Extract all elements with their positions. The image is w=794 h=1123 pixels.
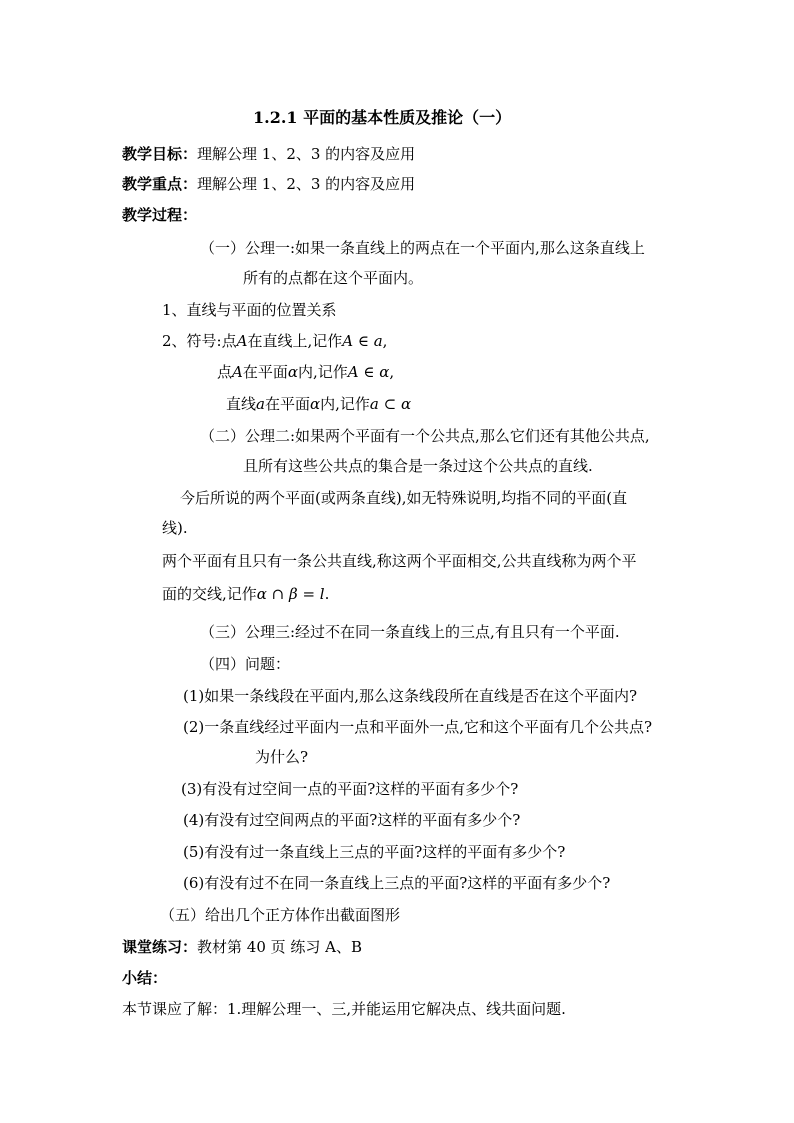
objective-label: 教学目标： — [122, 145, 198, 163]
item2-line2-mid2: 内,记作 — [298, 363, 348, 381]
item2-line3-prefix: 直线 — [226, 395, 257, 413]
summary-label: 小结： — [122, 969, 168, 987]
axiom1-line1: （一）公理一:如果一条直线上的两点在一个平面内,那么这条直线上 — [200, 239, 645, 257]
question-3: (3)有没有过空间一点的平面?这样的平面有多少个? — [181, 780, 519, 798]
summary-text: 本节课应了解：1.理解公理一、三,并能运用它解决点、线共面问题. — [122, 1000, 566, 1018]
objective-text: 理解公理 1、2、3 的内容及应用 — [197, 145, 416, 163]
item2-line2 — [217, 362, 394, 382]
practice-text: 教材第 40 页 练习 A、B — [197, 938, 363, 956]
key-point-label: 教学重点： — [122, 175, 198, 193]
item2-mid1: 在直线上,记作 — [247, 332, 343, 350]
item2-line2-mid: 在平面 — [242, 363, 288, 381]
symbol-line-subset-plane: a ⊂ α — [369, 395, 412, 413]
axiom1-line2: 所有的点都在这个平面内。 — [243, 269, 424, 287]
process-label: 教学过程： — [122, 206, 198, 224]
key-point-text: 理解公理 1、2、3 的内容及应用 — [197, 175, 416, 193]
note-line1: 今后所说的两个平面(或两条直线),如无特殊说明,均指不同的平面(直 — [180, 489, 628, 507]
item2-prefix: 2、符号:点 — [162, 332, 237, 350]
question-2-continued: 为什么? — [255, 748, 309, 766]
symbol-a-in-line: A ∈ a — [342, 332, 383, 350]
note-line2: 线). — [162, 519, 188, 537]
practice-line — [122, 937, 362, 957]
question-4: (4)有没有过空间两点的平面?这样的平面有多少个? — [183, 811, 521, 829]
page-title: 1.2.1 平面的基本性质及推论（一） — [253, 108, 512, 127]
symbol-a-in-plane: A ∈ α — [347, 363, 390, 381]
item2-line3-mid: 在平面 — [264, 395, 310, 413]
practice-label: 课堂练习： — [122, 938, 198, 956]
symbol-planes-intersection: α ∩ β = l — [256, 585, 325, 603]
line-a-symbol: a — [256, 395, 265, 413]
plane-alpha-symbol: α — [287, 363, 299, 381]
item2-end1: , — [382, 332, 388, 350]
plane-alpha-symbol-2: α — [309, 395, 321, 413]
question-1: (1)如果一条线段在平面内,那么这条线段所在直线是否在这个平面内? — [183, 687, 638, 705]
axiom2-line2: 且所有这些公共点的集合是一条过这个公共点的直线. — [243, 457, 593, 475]
item2-line1 — [162, 331, 387, 351]
key-point-line — [122, 174, 415, 194]
point-a-symbol: A — [236, 332, 248, 350]
axiom2-line1: （二）公理二:如果两个平面有一个公共点,那么它们还有其他公共点, — [200, 427, 650, 445]
item2-line3-mid2: 内,记作 — [320, 395, 370, 413]
section5-text: （五）给出几个正方体作出截面图形 — [160, 906, 401, 924]
objective-line — [122, 144, 415, 164]
intersect-line2 — [162, 584, 329, 604]
item1-text: 1、直线与平面的位置关系 — [162, 301, 337, 319]
item2-end2: , — [389, 363, 395, 381]
item2-line2-prefix: 点 — [217, 363, 233, 381]
axiom3-text: （三）公理三:经过不在同一条直线上的三点,有且只有一个平面. — [200, 623, 620, 641]
intersect-line1: 两个平面有且只有一条公共直线,称这两个平面相交,公共直线称为两个平 — [162, 552, 637, 570]
question-2: (2)一条直线经过平面内一点和平面外一点,它和这个平面有几个公共点? — [183, 718, 653, 736]
question-6: (6)有没有过不在同一条直线上三点的平面?这样的平面有多少个? — [183, 874, 611, 892]
intersect-line2-prefix: 面的交线,记作 — [162, 585, 257, 603]
point-a-symbol-2: A — [232, 363, 243, 381]
questions-label: （四）问题： — [200, 655, 291, 673]
item2-line3 — [226, 394, 411, 414]
question-5: (5)有没有过一条直线上三点的平面?这样的平面有多少个? — [183, 843, 566, 861]
intersect-line2-end: . — [324, 585, 330, 603]
